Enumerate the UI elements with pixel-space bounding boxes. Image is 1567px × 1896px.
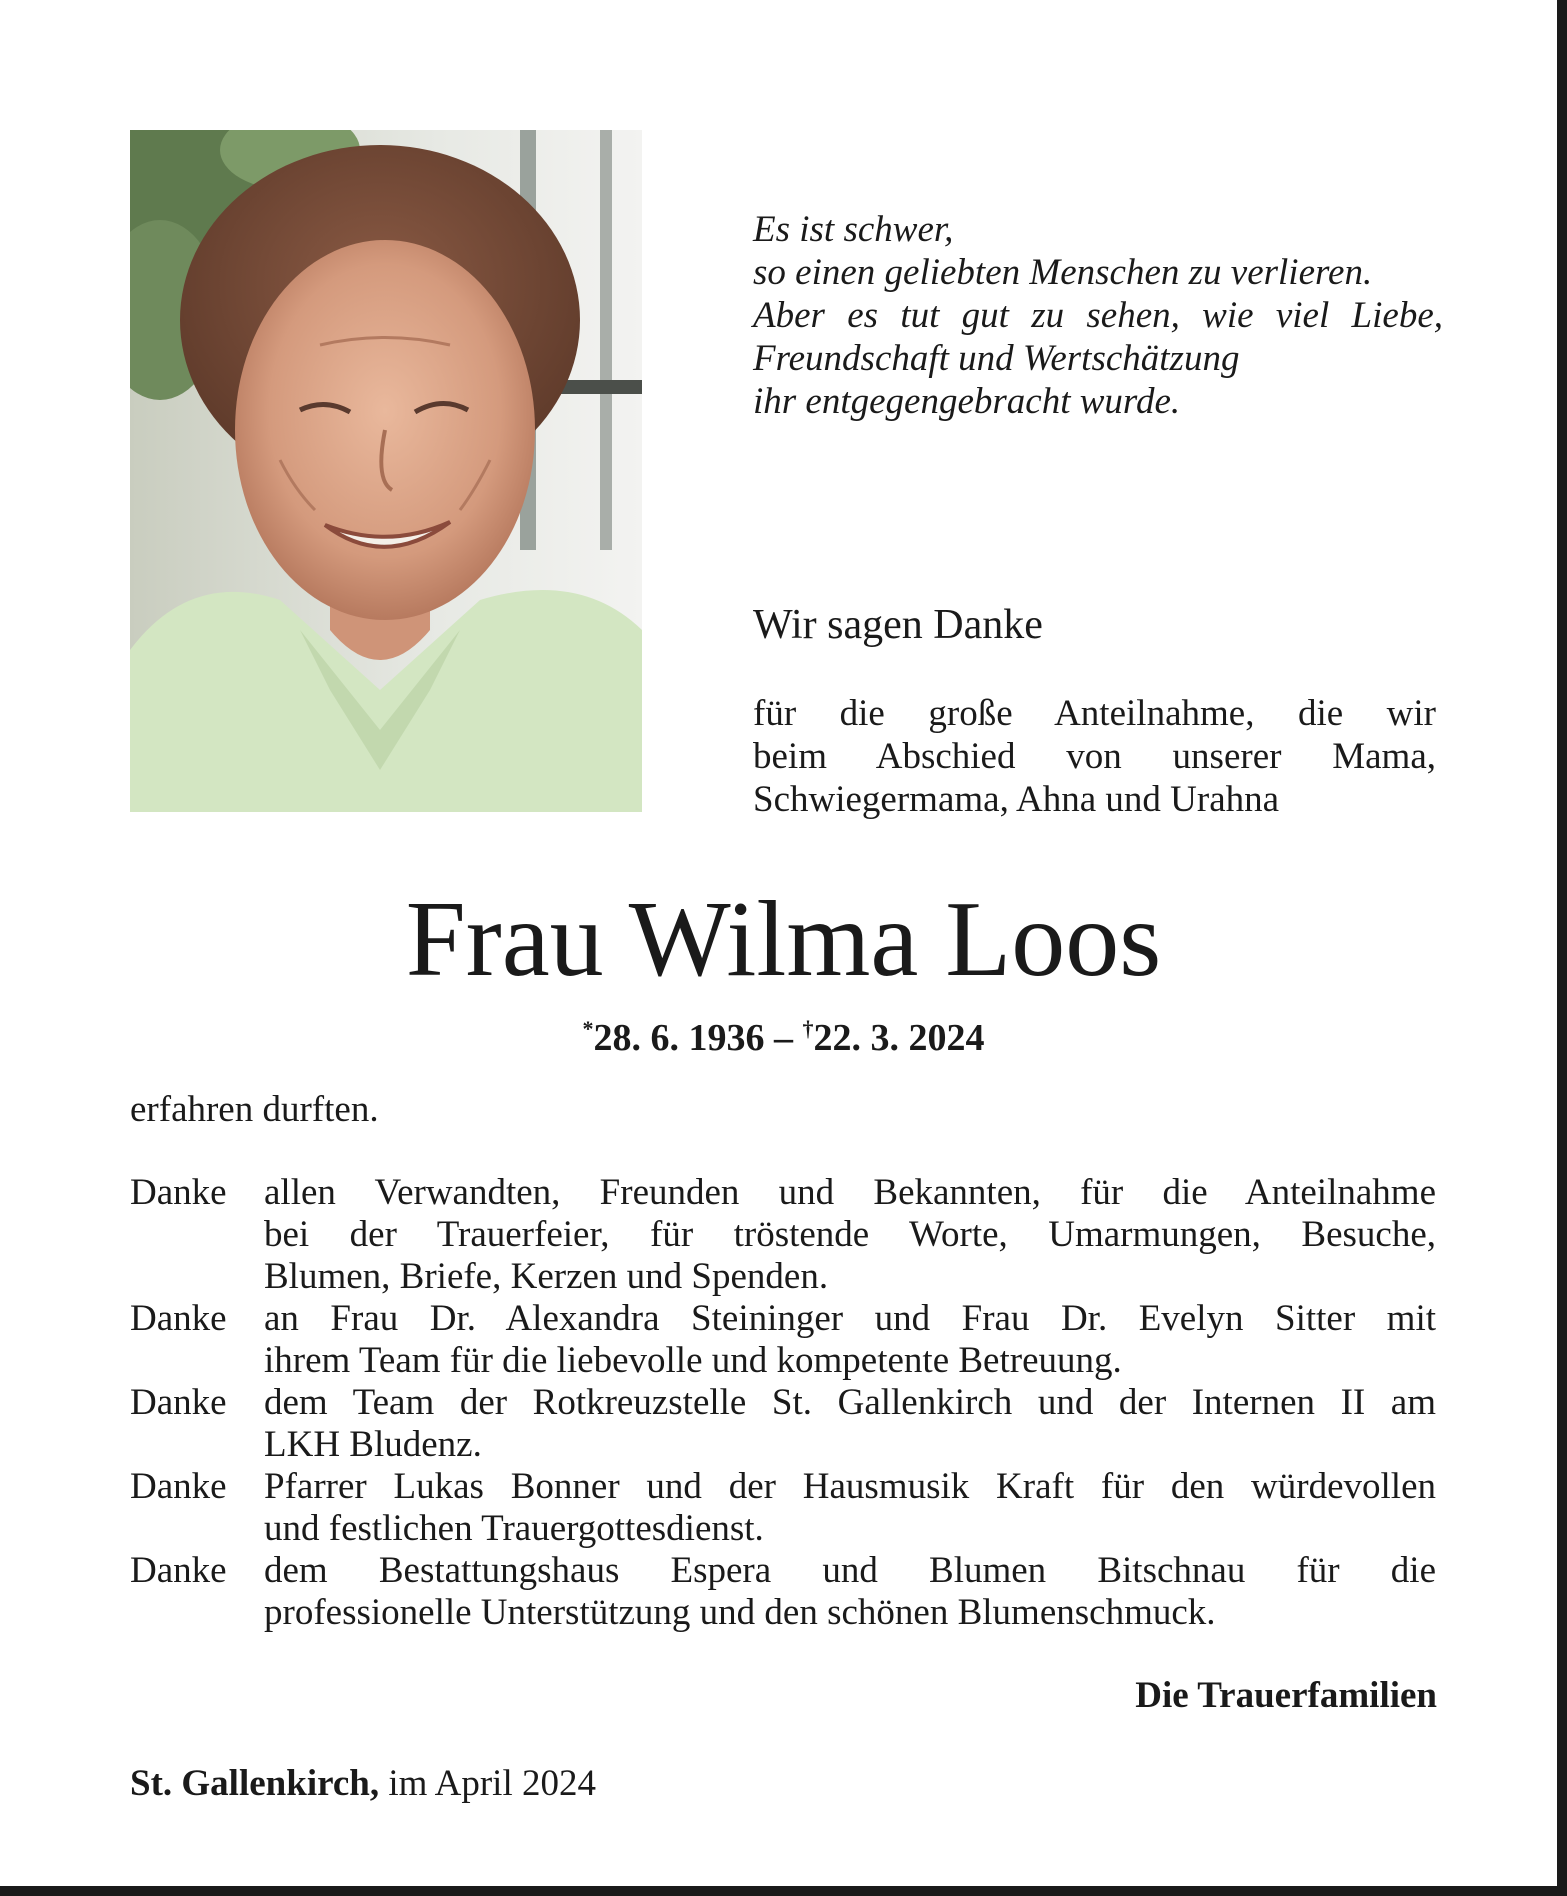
danke-label: Danke — [130, 1298, 227, 1339]
thanks-intro — [753, 692, 1436, 821]
place-date — [130, 1762, 596, 1806]
quote-line: Aber es tut gut zu sehen, wie viel Liebe, — [753, 295, 1443, 336]
birth-date: 28. 6. 1936 — [593, 1017, 765, 1059]
danke-text — [264, 1550, 1436, 1634]
place-name: St. Gallenkirch, — [130, 1763, 380, 1804]
danke-line: dem Team der Rotkreuzstelle St. Gallenkirch und der Internen II am — [264, 1382, 1436, 1423]
thanks-intro-line: für die große Anteilnahme, die wir — [753, 693, 1436, 734]
date-text: im April 2024 — [379, 1763, 596, 1804]
portrait-photo — [130, 130, 642, 812]
danke-text — [264, 1172, 1436, 1298]
danke-line: LKH Bludenz. — [264, 1424, 482, 1465]
danke-item — [130, 1382, 1436, 1466]
thanks-intro-line: beim Abschied von unserer Mama, — [753, 736, 1436, 777]
quote-line: Freundschaft und Wertschätzung — [753, 338, 1240, 379]
signature: Die Trauerfamilien — [1135, 1675, 1437, 1716]
thanks-intro-line: Schwiegermama, Ahna und Urahna — [753, 779, 1280, 820]
danke-item — [130, 1298, 1436, 1382]
death-date: 22. 3. 2024 — [813, 1017, 985, 1059]
danke-text — [264, 1466, 1436, 1550]
deceased-name: Frau Wilma Loos — [405, 880, 1162, 999]
quote-line: ihr entgegengebracht wurde. — [753, 381, 1181, 422]
danke-line: dem Bestattungshaus Espera und Blumen Bitschnau für die — [264, 1550, 1436, 1591]
danke-list — [130, 1172, 1436, 1634]
danke-line: an Frau Dr. Alexandra Steininger und Frau Dr. Evelyn Sitter mit — [264, 1298, 1436, 1339]
death-symbol: † — [802, 1016, 814, 1041]
danke-text — [264, 1382, 1436, 1466]
life-dates — [0, 1005, 1567, 1062]
danke-item — [130, 1172, 1436, 1298]
continuation-text: erfahren durften. — [130, 1089, 379, 1130]
quote-line: so einen geliebten Menschen zu verlieren. — [753, 252, 1373, 293]
danke-line: und festlichen Trauergottesdienst. — [264, 1508, 764, 1549]
danke-text — [264, 1298, 1436, 1382]
danke-line: professionelle Unterstützung und den schönen Blumenschmuck. — [264, 1592, 1216, 1633]
danke-line: Pfarrer Lukas Bonner und der Hausmusik Kraft für den würdevollen — [264, 1466, 1436, 1507]
memorial-quote — [753, 208, 1443, 423]
danke-label: Danke — [130, 1172, 227, 1213]
date-separator: – — [764, 1017, 803, 1059]
danke-label: Danke — [130, 1550, 227, 1591]
danke-label: Danke — [130, 1382, 227, 1423]
danke-line: ihrem Team für die liebevolle und kompetente Betreuung. — [264, 1340, 1122, 1381]
danke-item — [130, 1466, 1436, 1550]
danke-label: Danke — [130, 1466, 227, 1507]
birth-symbol: * — [582, 1016, 594, 1041]
danke-line: bei der Trauerfeier, für tröstende Worte, Umarmungen, Besuche, — [264, 1214, 1436, 1255]
danke-item — [130, 1550, 1436, 1634]
quote-line: Es ist schwer, — [753, 209, 954, 250]
thanks-heading: Wir sagen Danke — [753, 602, 1043, 648]
danke-line: Blumen, Briefe, Kerzen und Spenden. — [264, 1256, 829, 1297]
danke-line: allen Verwandten, Freunden und Bekannten, für die Anteilnahme — [264, 1172, 1436, 1213]
